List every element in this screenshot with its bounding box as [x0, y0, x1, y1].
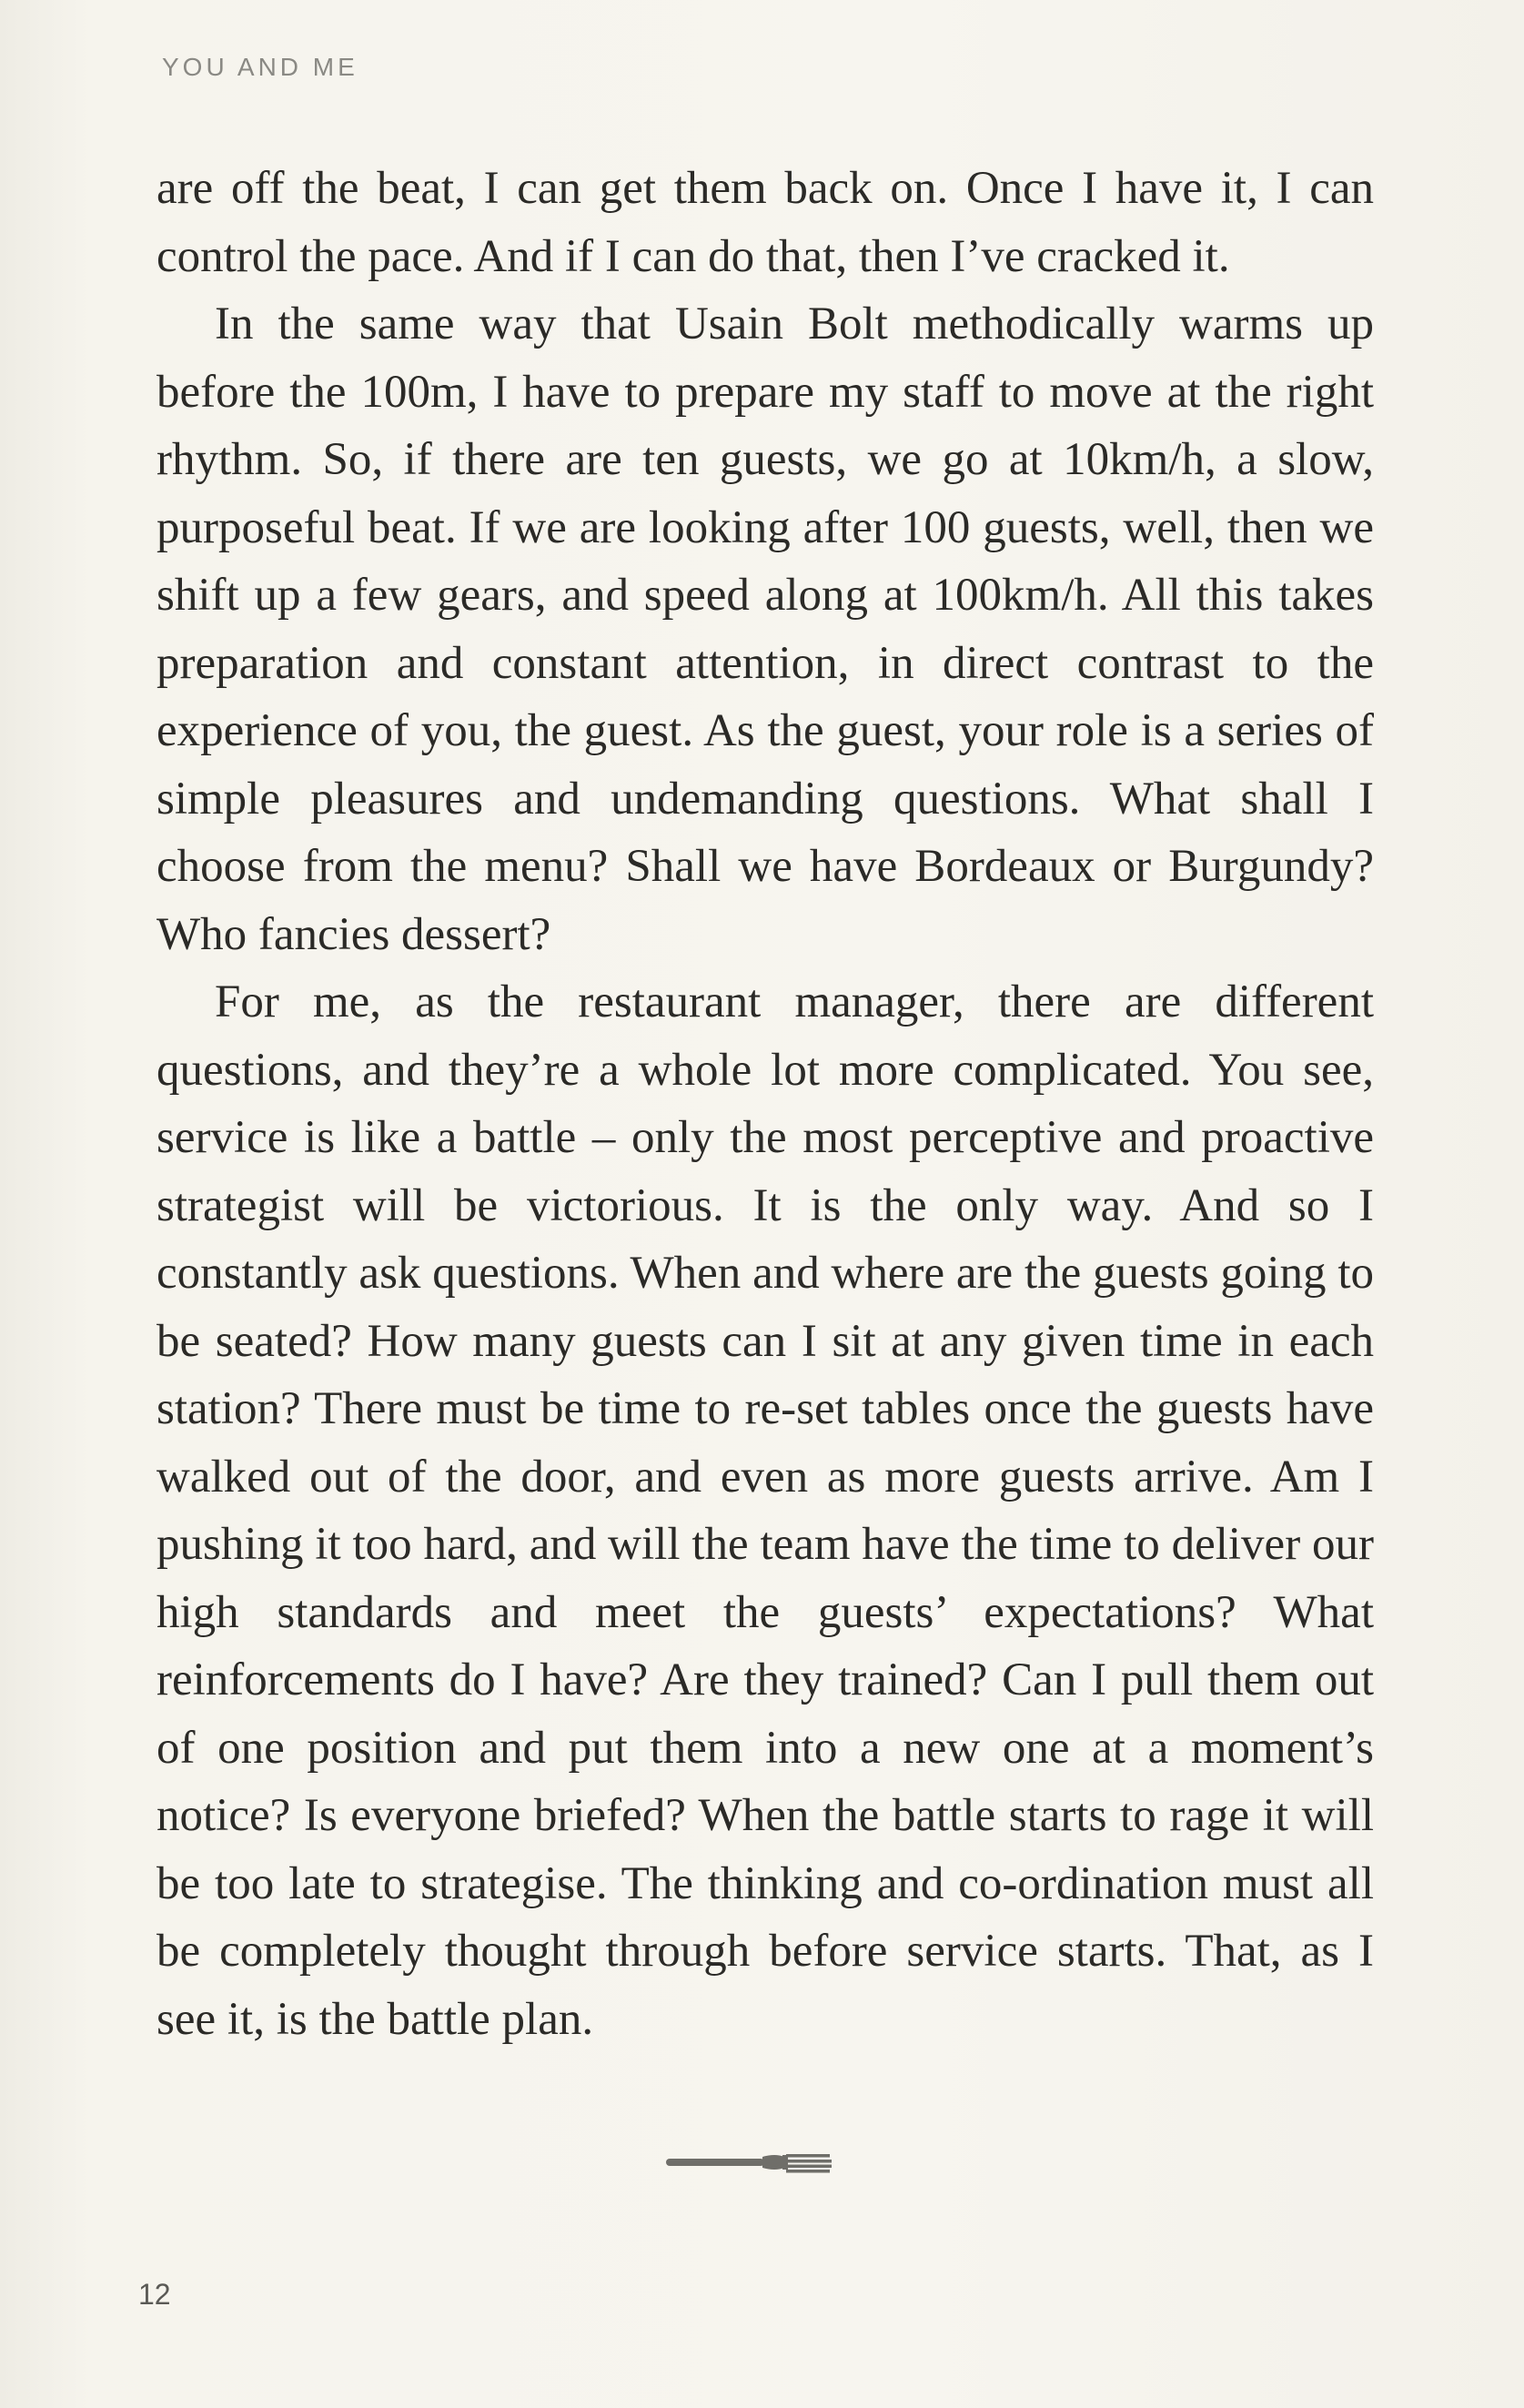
page-number: 12: [138, 2278, 171, 2311]
body-text: [156, 155, 1374, 2053]
paragraph-2: In the same way that Usain Bolt methodically warms up before the 100m, I have to prepare my staff to move at the right rhythm. So, if there are ten guests, we go at 10km/h, a slow, purposeful beat. If we are looking after 100 guests, well, then we shift up a few gears, and speed along at 100km/h. All this takes preparation and constant attention, in direct contrast to the experience of you, the guest. As the guest, your role is a series of simple pleasures and undemanding questions. What shall I choose from the menu? Shall we have Bordeaux or Burgundy? Who fancies dessert?: [156, 298, 1374, 960]
running-head: YOU AND ME: [162, 53, 358, 81]
paragraph-1: are off the beat, I can get them back on. Once I have it, I can control the pace. And if I can do that, then I’ve cracked it.: [156, 163, 1374, 282]
paragraph-3: For me, as the restaurant manager, there are different questions, and they’re a whole lot more complicated. You see, service is like a battle – only the most perceptive and proactive strategist will be victorious. It is the only way. And so I constantly ask questions. When and where are the guests going to be seated? How many guests can I sit at any given time in each station? There must be time to re-set tables once the guests have walked out of the door, and even as more guests arrive. Am I pushing it too hard, and will the team have the time to deliver our high standards and meet the guests’ expectations? What reinforcements do I have? Are they trained? Can I pull them out of one position and put them into a new one at a moment’s notice? Is everyone briefed? When the battle starts to rage it will be too late to strategise. The thinking and co-ordination must all be completely thought through before service starts. That, as I see it, is the battle plan.: [156, 976, 1374, 2045]
fork-icon: [662, 2144, 835, 2180]
